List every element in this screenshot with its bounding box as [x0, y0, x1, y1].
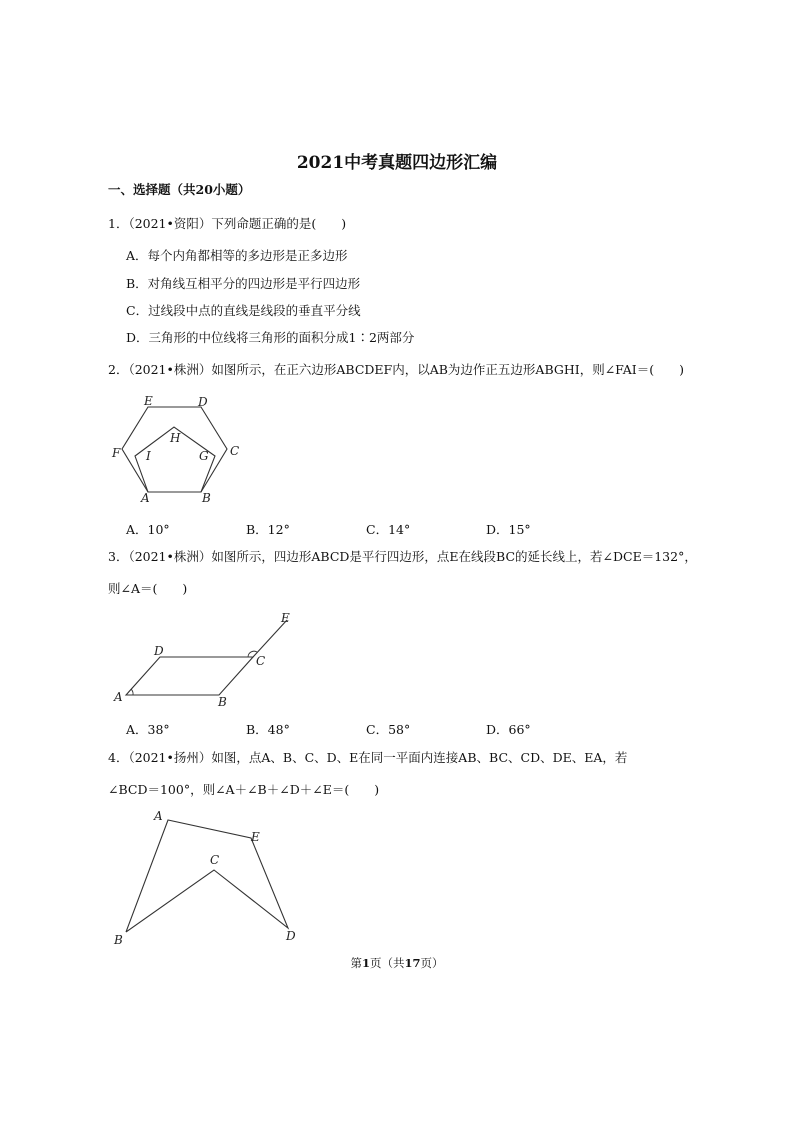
label-e: E [144, 394, 153, 408]
label-f: F [112, 446, 121, 460]
page-title: 2021中考真题四边形汇编 [296, 153, 498, 173]
label-a: A [154, 809, 163, 823]
question-3-option-c: C．58° [366, 722, 411, 737]
parallelogram-figure [108, 610, 298, 710]
label-c: C [230, 444, 240, 458]
label-a: A [141, 491, 150, 505]
hexagon-pentagon-figure [108, 392, 248, 507]
label-a: A [114, 690, 123, 704]
footer-middle: 页（共 [370, 956, 405, 970]
question-4-stem-line-2: ∠BCD＝100°，则∠A＋∠B＋∠D＋∠E＝( ) [108, 782, 380, 797]
question-3-stem-line-2: 则∠A＝( ) [108, 581, 188, 596]
label-d: D [286, 929, 296, 943]
footer-total-pages: 17 [404, 956, 421, 970]
polygon-abcde [126, 820, 288, 932]
label-b: B [114, 933, 123, 946]
footer-suffix: 页） [420, 956, 444, 970]
page-footer [0, 955, 794, 971]
label-b: B [218, 695, 227, 709]
angle-a-arc [131, 689, 133, 695]
question-3-option-d: D．66° [486, 722, 531, 737]
regular-hexagon [122, 407, 227, 492]
extension-line [253, 620, 287, 657]
label-c: C [210, 853, 220, 867]
question-1-stem: 1．（2021•资阳）下列命题正确的是( ) [108, 216, 347, 231]
footer-prefix: 第 [350, 956, 362, 970]
label-h: H [170, 431, 181, 445]
label-e: E [251, 830, 260, 844]
parallelogram [126, 657, 253, 695]
question-3-option-b: B．48° [246, 722, 290, 737]
label-i: I [146, 449, 151, 463]
question-3-option-a: A．38° [126, 722, 170, 737]
label-g: G [199, 449, 209, 463]
question-2-option-a: A．10° [126, 522, 170, 537]
five-point-figure [108, 806, 308, 946]
label-d: D [154, 644, 164, 658]
label-c: C [256, 654, 266, 668]
question-2-option-c: C．14° [366, 522, 411, 537]
section-heading: 一、选择题（共20小题） [108, 182, 251, 197]
question-2-option-b: B．12° [246, 522, 290, 537]
label-e: E [281, 611, 290, 625]
question-4-stem-line-1: 4．（2021•扬州）如图，点A、B、C、D、E在同一平面内连接AB、BC、CD、DE、EA，若 [108, 750, 628, 765]
question-1-option-c: C．过线段中点的直线是线段的垂直平分线 [126, 303, 361, 318]
question-1-option-d: D．三角形的中位线将三角形的面积分成1∶2两部分 [126, 330, 415, 345]
question-1-option-a: A．每个内角都相等的多边形是正多边形 [126, 248, 348, 263]
question-2-stem: 2．（2021•株洲）如图所示，在正六边形ABCDEF内，以AB为边作正五边形ABGHI，则∠FAI＝( ) [108, 362, 684, 377]
question-3-stem-line-1: 3．（2021•株洲）如图所示，四边形ABCD是平行四边形，点E在线段BC的延长线上，若∠DCE＝132°， [108, 549, 697, 564]
footer-page-number: 1 [361, 956, 370, 970]
label-d: D [198, 395, 208, 409]
label-b: B [202, 491, 211, 505]
question-1-option-b: B．对角线互相平分的四边形是平行四边形 [126, 276, 361, 291]
question-2-option-d: D．15° [486, 522, 531, 537]
